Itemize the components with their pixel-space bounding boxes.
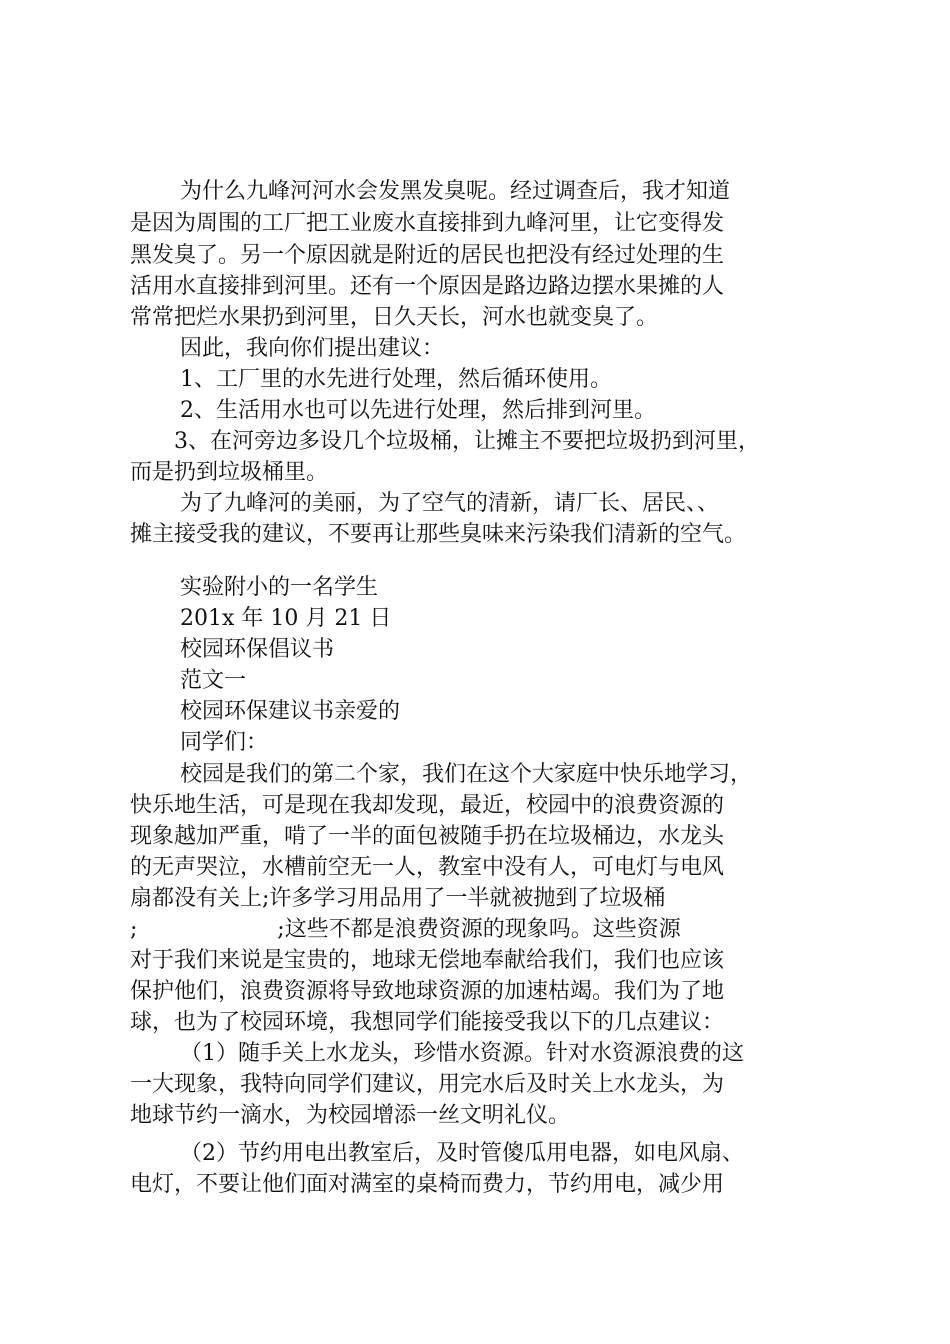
paragraph-line: 的无声哭泣，水槽前空无一人，教室中没有人，可电灯与电风 [130, 855, 725, 880]
heading-line: 范文一 [180, 668, 247, 693]
paragraph-line: 为了九峰河的美丽，为了空气的清新，请厂长、居民、、 [180, 491, 720, 516]
paragraph-line: 快乐地生活，可是现在我却发现，最近，校园中的浪费资源的 [130, 793, 725, 818]
paragraph-line: 现象越加严重，啃了一半的面包被随手扔在垃圾桶边，水龙头 [130, 824, 725, 849]
paragraph-line: 球，也为了校园环境，我想同学们能接受我以下的几点建议： [130, 1010, 725, 1035]
paragraph-line: 活用水直接排到河里。还有一个原因是路边路边摆水果摊的人 [130, 274, 725, 299]
list-item: 1、工厂里的水先进行处理，然后循环使用。 [180, 367, 612, 392]
paragraph-line: （2）节约用电出教室后，及时管傻瓜用电器，如电风扇、 [180, 1141, 744, 1166]
paragraph-line: 对于我们来说是宝贵的，地球无偿地奉献给我们，我们也应该 [130, 948, 725, 973]
paragraph-line: 扇都没有关上;许多学习用品用了一半就被抛到了垃圾桶 [130, 886, 666, 911]
paragraph-line: 电灯，不要让他们面对满室的桌椅而费力，节约用电，减少用 [130, 1172, 725, 1197]
paragraph-line: ; ;这些不都是浪费资源的现象吗。这些资源 [130, 917, 681, 942]
paragraph-line: 为什么九峰河河水会发黑发臭呢。经过调查后，我才知道 [180, 179, 731, 204]
paragraph-line: 是因为周围的工厂把工业废水直接排到九峰河里，让它变得发 [130, 211, 725, 236]
paragraph-line: 校园是我们的第二个家，我们在这个大家庭中快乐地学习， [180, 762, 753, 787]
paragraph-line: 而是扔到垃圾桶里。 [130, 460, 329, 485]
paragraph-line: 一大现象，我特向同学们建议，用完水后及时关上水龙头，为 [130, 1072, 725, 1097]
paragraph-line: 常常把烂水果扔到河里，日久天长，河水也就变臭了。 [130, 305, 659, 330]
paragraph-line: 保护他们，浪费资源将导致地球资源的加速枯竭。我们为了地 [130, 979, 725, 1004]
date-line: 201x 年 10 月 21 日 [180, 606, 392, 631]
signature-line: 实验附小的一名学生 [180, 575, 379, 600]
salutation-line: 同学们： [180, 730, 269, 755]
list-item: 2、生活用水也可以先进行处理，然后排到河里。 [180, 398, 656, 423]
paragraph-line: 黑发臭了。另一个原因就是附近的居民也把没有经过处理的生 [130, 243, 725, 268]
list-item: 3、在河旁边多设几个垃圾桶，让摊主不要把垃圾扔到河里， [174, 429, 760, 454]
paragraph-line: 因此，我向你们提出建议： [180, 336, 445, 361]
heading-line: 校园环保建议书亲爱的 [180, 699, 401, 724]
paragraph-line: 地球节约一滴水，为校园增添一丝文明礼仪。 [130, 1103, 571, 1128]
paragraph-line: 摊主接受我的建议，不要再让那些臭味来污染我们清新的空气。 [130, 522, 747, 547]
paragraph-line: （1）随手关上水龙头，珍惜水资源。针对水资源浪费的这 [180, 1041, 744, 1066]
heading-line: 校园环保倡议书 [180, 637, 335, 662]
